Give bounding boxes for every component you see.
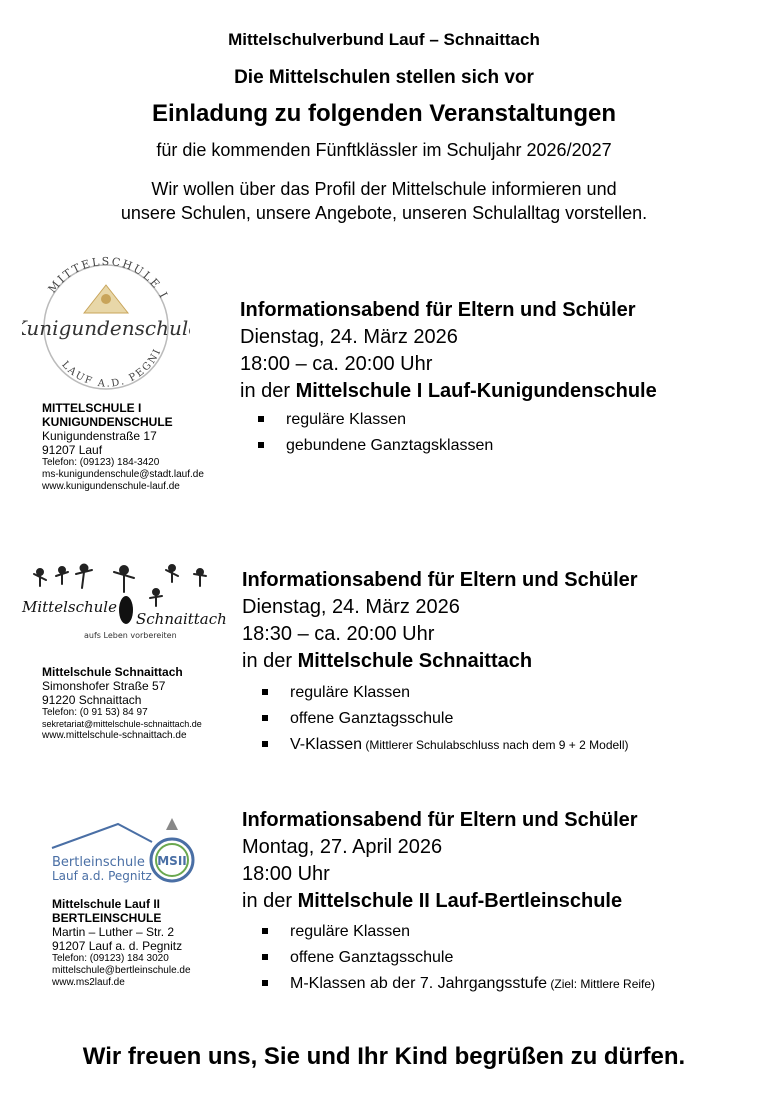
website-link[interactable]: www.mittelschule-schnaittach.de <box>42 730 187 741</box>
bullet-icon <box>262 741 268 747</box>
phone: Telefon: (09123) 184 3020 <box>52 953 169 964</box>
bertleinschule-logo-graphic <box>48 810 200 890</box>
offer-note: (Mittlerer Schulabschluss nach dem 9 + 2 Modell) <box>362 738 629 752</box>
organization-name: Mittelschulverbund Lauf – Schnaittach <box>228 30 540 49</box>
offer-text: reguläre Klassen <box>286 411 407 428</box>
event-time: 18:00 Uhr <box>242 863 330 885</box>
event-location <box>242 888 638 915</box>
email-link[interactable]: ms-kunigundenschule@stadt.lauf.de <box>42 469 204 480</box>
list-item <box>258 433 493 459</box>
list-item <box>262 971 655 997</box>
kunigundenschule-logo-graphic <box>22 255 190 390</box>
website-link[interactable]: www.kunigundenschule-lauf.de <box>42 481 180 492</box>
list-item <box>262 732 629 758</box>
phone: Telefon: (0 91 53) 84 97 <box>42 707 148 718</box>
bullet-icon <box>262 689 268 695</box>
event-date: Dienstag, 24. März 2026 <box>242 596 460 618</box>
event-title: Informationsabend für Eltern und Schüler <box>242 569 638 591</box>
target-audience: für die kommenden Fünftklässler im Schuljahr 2026/2027 <box>156 140 612 160</box>
offer-text: reguläre Klassen <box>290 684 411 701</box>
offer-text: offene Ganztagsschule <box>290 710 454 727</box>
offer-list <box>262 919 655 997</box>
city: 91207 Lauf a. d. Pegnitz <box>52 939 183 953</box>
event-time: 18:00 – ca. 20:00 Uhr <box>240 353 433 375</box>
event-title: Informationsabend für Eltern und Schüler <box>242 809 638 831</box>
location-name: Mittelschule II Lauf-Bertleinschule <box>297 890 623 912</box>
bullet-icon <box>262 715 268 721</box>
offer-text: reguläre Klassen <box>290 923 411 940</box>
offer-list <box>262 680 629 758</box>
logo-line-2: Lauf a.d. Pegnitz <box>52 869 152 883</box>
offer-text: gebundene Ganztagsklassen <box>286 437 494 454</box>
event-block <box>242 567 638 675</box>
website-link[interactable]: www.ms2lauf.de <box>52 977 125 988</box>
offer-text: M-Klassen ab der 7. Jahrgangsstufe <box>290 975 548 992</box>
intro-text <box>0 177 768 225</box>
logo-script-name: unigundenschul <box>26 316 189 340</box>
intro-line-1: Wir wollen über das Profil der Mittelschule informieren und <box>151 179 617 199</box>
street: Kunigundenstraße 17 <box>42 429 157 443</box>
bertleinschule-logo <box>48 810 200 890</box>
city: 91207 Lauf <box>42 443 103 457</box>
location-prefix: in der <box>242 650 298 672</box>
logo-tagline: aufs Leben vorbereiten <box>84 631 177 640</box>
schnaittach-logo <box>20 562 232 642</box>
list-item <box>262 919 655 945</box>
address-block <box>42 401 204 493</box>
logo-line-1: Bertleinschule <box>52 855 145 870</box>
email-link[interactable]: sekretariat@mittelschule-schnaittach.de <box>42 719 202 729</box>
list-item <box>262 680 629 706</box>
phone: Telefon: (09123) 184-3420 <box>42 457 160 468</box>
school-name-line1: Mittelschule Schnaittach <box>42 665 183 679</box>
event-title: Informationsabend für Eltern und Schüler <box>240 299 636 321</box>
list-item <box>258 407 493 433</box>
address-block <box>52 897 191 989</box>
logo-arc-top: MITTELSCHULE I <box>45 255 171 302</box>
list-item <box>262 945 655 971</box>
event-block <box>242 807 638 915</box>
logo-arc-bottom: LAUF A.D. PEGNI <box>59 346 164 390</box>
bullet-icon <box>258 442 264 448</box>
logo-script-name: Mittelschule <box>22 598 117 616</box>
offer-list <box>258 407 493 459</box>
bullet-icon <box>262 980 268 986</box>
event-date: Dienstag, 24. März 2026 <box>240 326 458 348</box>
offer-note: (Ziel: Mittlere Reife) <box>547 977 656 991</box>
kunigundenschule-logo <box>22 255 190 390</box>
logo-monogram: MSII <box>157 854 187 868</box>
address-block <box>42 665 202 742</box>
bullet-icon <box>262 954 268 960</box>
location-name: Mittelschule I Lauf-Kunigundenschule <box>295 380 657 402</box>
location-prefix: in der <box>242 890 298 912</box>
intro-line-2: unsere Schulen, unsere Angebote, unseren Schulalltag vorstellen. <box>120 203 648 223</box>
page-title: Einladung zu folgenden Veranstaltungen <box>151 100 617 127</box>
offer-text: V-Klassen <box>290 736 363 753</box>
subtitle: Die Mittelschulen stellen sich vor <box>234 67 534 88</box>
list-item <box>262 706 629 732</box>
offer-text: offene Ganztagsschule <box>290 949 454 966</box>
location-prefix: in der <box>240 380 296 402</box>
email-link[interactable]: mittelschule@bertleinschule.de <box>52 965 191 976</box>
event-date: Montag, 27. April 2026 <box>242 836 443 858</box>
logo-script-name-2: Schnaittach <box>136 610 227 628</box>
city: 91220 Schnaittach <box>42 693 142 707</box>
event-location <box>242 648 638 675</box>
school-name-line1: Mittelschule Lauf II <box>52 897 161 911</box>
event-time: 18:30 – ca. 20:00 Uhr <box>242 623 435 645</box>
school-name-line1: MITTELSCHULE I <box>42 401 142 415</box>
closing-line: Wir freuen uns, Sie und Ihr Kind begrüßen zu dürfen. <box>82 1043 686 1070</box>
schnaittach-logo-graphic <box>20 562 232 642</box>
bullet-icon <box>258 416 264 422</box>
street: Simonshofer Straße 57 <box>42 679 166 693</box>
event-location <box>240 378 657 405</box>
school-name-line2: BERTLEINSCHULE <box>52 911 162 925</box>
location-name: Mittelschule Schnaittach <box>297 650 533 672</box>
event-block <box>240 297 657 405</box>
school-name-line2: KUNIGUNDENSCHULE <box>42 415 173 429</box>
street: Martin – Luther – Str. 2 <box>52 925 175 939</box>
bullet-icon <box>262 928 268 934</box>
